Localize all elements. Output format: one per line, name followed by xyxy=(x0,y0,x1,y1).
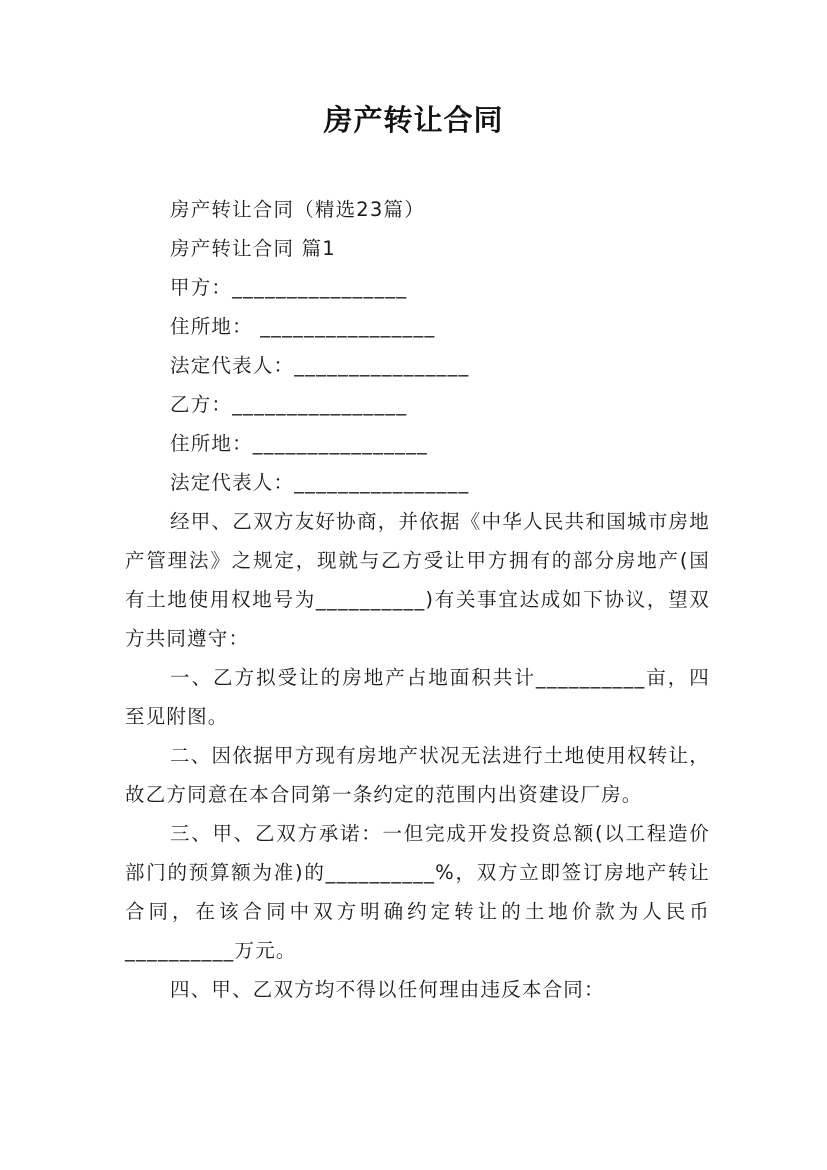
document-body xyxy=(125,190,710,1009)
party-a-address-field: 住所地： ________________ xyxy=(170,315,436,338)
party-b-field: 乙方：________________ xyxy=(170,393,408,416)
intro-paragraph: 经甲、乙双方友好协商，并依据《中华人民共和国城市房地产管理法》之规定，现就与乙方受让甲方拥有的部分房地产(国有土地使用权地号为__________)有关事宜达成如下协议，望双方共同遵守： xyxy=(125,510,710,650)
clause-1-paragraph: 一、乙方拟受让的房地产占地面积共计__________亩，四至见附图。 xyxy=(125,666,710,728)
party-a-field: 甲方：________________ xyxy=(170,276,408,299)
party-b-representative-field: 法定代表人：________________ xyxy=(170,471,470,494)
subtitle-line: 房产转让合同（精选23篇） xyxy=(170,198,425,221)
clause-2-paragraph: 二、因依据甲方现有房地产状况无法进行土地使用权转让， 故乙方同意在本合同第一条约定的范围内出资建设厂房。 xyxy=(125,744,710,806)
document-title: 房产转让合同 xyxy=(323,103,504,137)
clause-3-paragraph: 三、甲、乙双方承诺：一但完成开发投资总额(以工程造价部门的预算额为准)的__________%，双方立即签订房地产转让合同，在该合同中双方明确约定转让的土地价款为人民币__________万元。 xyxy=(125,822,710,962)
clause-4-paragraph: 四、甲、乙双方均不得以任何理由违反本合同： xyxy=(170,978,605,1001)
party-a-representative-field: 法定代表人：________________ xyxy=(170,354,470,377)
party-b-address-field: 住所地：________________ xyxy=(170,432,428,455)
section-heading: 房产转让合同 篇1 xyxy=(170,237,336,260)
